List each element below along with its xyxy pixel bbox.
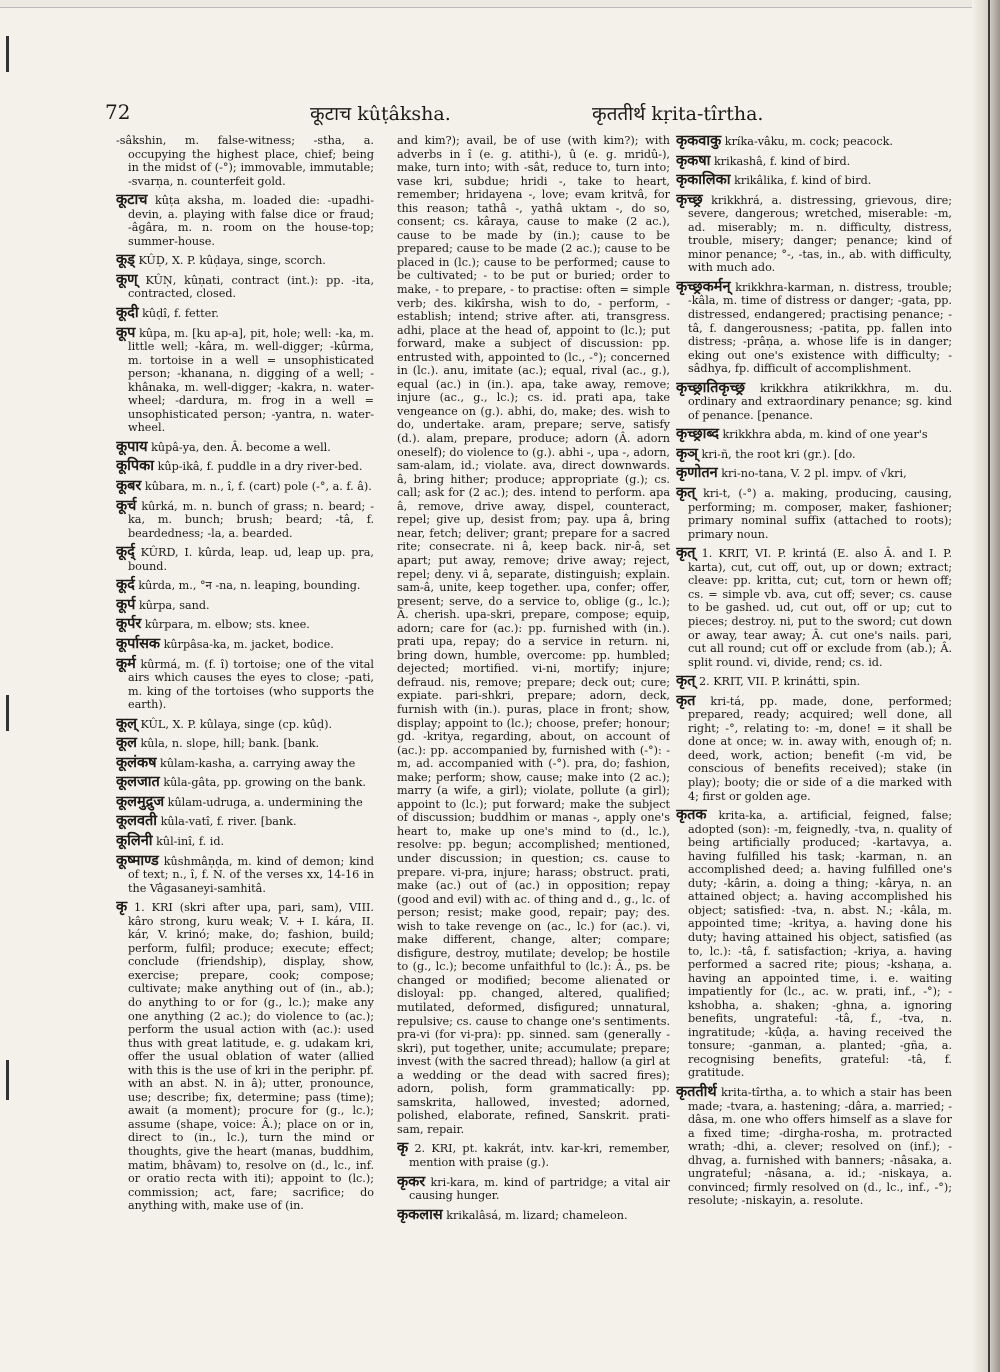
entry-headword: कूर्पासक — [116, 634, 161, 652]
dictionary-entry — [116, 545, 374, 573]
entry-definition: krikâlika, f. kind of bird. — [734, 174, 872, 188]
dictionary-entry — [116, 814, 374, 829]
dictionary-entry — [116, 134, 374, 188]
dictionary-entry — [116, 323, 374, 435]
entry-headword: कृच्छ्राब्द — [676, 425, 719, 443]
dictionary-column-1 — [116, 134, 374, 1349]
entry-definition: kûrpara, m. elbow; sts. knee. — [144, 618, 310, 632]
entry-definition: kûlam-kasha, a. carrying away the — [160, 756, 356, 770]
dictionary-entry — [676, 134, 952, 149]
dictionary-column-2 — [397, 134, 670, 1349]
entry-definition: kûrda, m., °न -na, n. leaping, bounding. — [138, 579, 361, 593]
entry-definition: 2. KRI, pt. kakrát, intv. kar-kri, remember, mention with praise (g.). — [409, 1142, 670, 1170]
entry-headword: कृकषा — [676, 151, 711, 169]
entry-headword: कूष्माण्ड — [116, 851, 159, 869]
dictionary-entry — [676, 674, 952, 689]
entry-definition: kûp-ikâ, f. puddle in a dry river-bed. — [157, 460, 363, 474]
entry-headword: कृ — [397, 1139, 409, 1157]
entry-definition: krikalâsá, m. lizard; chameleon. — [446, 1208, 628, 1222]
entry-headword: कूड् — [116, 251, 135, 269]
dictionary-entry — [116, 714, 374, 732]
dictionary-entry — [116, 479, 374, 494]
dictionary-entry — [116, 634, 374, 652]
entry-definition: krikkhra-karman, n. distress, trouble; -kâla, m. time of distress or danger; -gata, pp. distressed, endangered; practising penance; -tâ, f. dangerousness; -patita, pp. fallen into distress; -prâṇa, a. whose life is in danger; eking out one's existence with difficulty; -sâdhya, fp. difficult of accomplishment. — [688, 280, 952, 376]
dictionary-entry — [676, 151, 952, 169]
entry-definition: kri-t, (-°) a. making, producing, causing, performing; m. composer, maker, fashioner; primary nominal suffix (attached to roots); primary noun. — [688, 487, 952, 541]
entry-headword: कृत् — [676, 484, 696, 502]
dictionary-entry — [116, 736, 374, 751]
entry-definition: kri-no-tana, V. 2 pl. impv. of √kri, — [721, 467, 907, 481]
entry-definition: KÛḌ, X. P. kûḍaya, singe, scorch. — [138, 254, 326, 268]
entry-headword: कृत् — [676, 672, 696, 690]
entry-definition: krikkhra abda, m. kind of one year's — [722, 428, 928, 442]
left-running-headword: कूटाच kûṭâksha. — [310, 103, 451, 125]
entry-definition: kri-ñ, the root kri (gr.). [do. — [701, 447, 856, 461]
entry-headword: कूर्द् — [116, 543, 135, 561]
dictionary-entry — [116, 792, 374, 810]
dictionary-entry — [676, 466, 952, 481]
entry-definition: kûlam-udruga, a. undermining the — [167, 795, 363, 809]
entry-definition: kûla-vatî, f. river. [bank. — [160, 815, 297, 829]
entry-definition: krikashâ, f. kind of bird. — [713, 154, 851, 168]
entry-headword: कृत् — [676, 544, 696, 562]
entry-definition: kûrmá, m. (f. î) tortoise; one of the vital airs which causes the eyes to close; -pati, m. king of the tortoises (who supports the earth). — [128, 657, 374, 712]
entry-definition: krikkhrá, a. distressing, grievous, dire; severe, dangerous; wretched, miserable: -m, ad. miserably; m. n. difficulty, distress, trouble, misery; danger; penance; kind of minor penance; °-, -tas, in., ab. with difficulty, with much ado. — [688, 193, 952, 275]
entry-headword: कूलवती — [116, 812, 158, 830]
dictionary-entry — [116, 437, 374, 455]
entry-definition: kûl-inî, f. id. — [156, 834, 225, 848]
entry-headword: कूलंकष — [116, 753, 157, 771]
dictionary-entry — [397, 1205, 670, 1223]
entry-definition: kûpâ-ya, den. Â. become a well. — [151, 440, 331, 454]
dictionary-entry — [116, 193, 374, 248]
dictionary-entry — [676, 427, 952, 442]
page-binding — [972, 0, 1000, 1372]
entry-definition: KÛRD, I. kûrda, leap. ud, leap up. pra, bound. — [128, 546, 374, 573]
entry-headword: कृञ् — [676, 444, 698, 462]
entry-definition: kûrpa, sand. — [138, 598, 210, 612]
edge-mark — [6, 1060, 9, 1100]
entry-headword: कूर्प — [116, 595, 136, 613]
dictionary-entry — [116, 900, 374, 1213]
top-rule — [0, 0, 1000, 8]
dictionary-entry — [676, 691, 952, 803]
entry-definition: kûla, n. slope, hill; bank. [bank. — [140, 737, 320, 751]
dictionary-entry — [116, 753, 374, 771]
entry-definition: kri-kara, m. kind of partridge; a vital air causing hunger. — [409, 1175, 670, 1203]
entry-headword: कृच्छ्रातिकृच्छ्र — [676, 378, 746, 396]
entry-headword: कूपिका — [116, 457, 155, 475]
entry-headword: कूल — [116, 734, 137, 752]
entry-headword: कृततीर्थ — [676, 1083, 717, 1100]
dictionary-entry — [116, 270, 374, 301]
entry-headword: कृच्छ्रकर्मन् — [676, 277, 731, 295]
entry-headword: कूबर — [116, 477, 142, 495]
entry-headword: कूलजात — [116, 773, 160, 791]
entry-definition: 1. KRI (skri after upa, pari, sam), VIII. kâro strong, kuru weak; V. + I. kára, II. kár, V. krinó; make, do; fashion, build; perform, fulfil; produce; execute; effect; conclude (friendship), display, show, exercise; prepare, cook; compose; cultivate; make anything out of (in., ab.); do anything to or for (g., lc.); make any one anything (2 ac.); do violence to (ac.); perform the usual action with (ac.): used thus with great latitude, e. g. udakam kri, offer the usual oblation of water (allied with this is the use of kri in the periphr. pf. with an abst. N. in â); utter, pronounce, use; describe; fix, determine; pass (time); await (a moment); procure for (g., lc.); assume (shape, voice: Â.); place on or in, direct to (in., lc.), turn the mind or thoughts, give the heart (manas, buddhim, matim, bhâvam) to, resolve on (d., lc., inf. or oratio recta with iti); appoint to (lc.); commission; act, fare; sacrifice; do anything with, make use of (in. — [128, 901, 374, 1213]
entry-definition: and kim?); avail, be of use (with kim?); with adverbs in î (e. g. atithi-), û (e. g. mridû-), make, turn into; with -sât, reduce to, turn into; vase kri, subdue; hridi -, take to heart, remember; hridayena -, love; evam kritvâ, for this reason; tathâ -, yathâ uktam -, do so, consent; cs. kâraya, cause to make (2 ac.), cause to be made by (in.); cause to be prepared; cause to be made (2 ac.); cause to be placed in (lc.); cause to be performed; cause to be cultivated; - to be put or buried; order to make, - to prepare, - to practise: often = simple verb; des. kikîrsha, wish to do, - perform, - establish; intend; strive after. ati, transgress. adhi, place at the head of, appoint to (lc.); put forward, make a subject of discussion: pp. entrusted with, appointed to (lc., -°); concerned in (lc.). anu, imitate (ac.); equal, rival (ac., g.), equal (ac.) in (in.). apa, take away, remove; injure (ac., g., lc.); cs. id. prati apa, take vengeance on (g.). abhi, do, make; des. wish to do, undertake. aram, prepare; serve, satisfy (d.). alam, prepare, produce; adorn (Â. adorn oneself); do violence to (g.). abhi -, upa -, adorn, sam-alam, id.; violate. ava, direct downwards. â, bring hither; produce; appropriate (g.); cs. call; ask for (2 ac.); des. intend to perform. apa â, remove, drive away, dispel, counteract, repel; give up, desist from; pay. upa â, bring near, fetch; deliver; grant; prepare for a sacred rite; consecrate. ni â, keep back. nir-â, set apart; put away, remove; drive away; reject, repel; deny. vi â, separate, distinguish; explain. sam-â, unite, keep together. upa, confer; offer, present; serve, do a service to, oblige (g., lc.); Â. cherish. upa-skri, prepare, compose; equip, adorn; care for (ac.): pp. furnished with (in.). prati upa, repay; do a service in return. ni, bring down, humble, overcome: pp. humbled; dejected; mortified. vi-ni, mortify; injure; defraud. nis, remove; prepare; deck out; cure; expiate. pari-shkri, prepare; adorn, deck, furnish with (in.). puras, place in front; show, display; appoint to (lc.); choose, prefer; honour; gd. -kritya, regarding, about, on account of (ac.): pp. accompanied by, furnished with (-°): -m, ad. accompanied with (-°). pra, do; fashion, make; perform; show, cause; make into (2 ac.); marry (a wife, a girl); violate, pollute (a girl); appoint to (lc.); put forward; make the subject of discussion; buddhim or manas -, apply one's heart to, make up one's mind to (d., lc.), resolve: pp. begun; accomplished; mentioned, under discussion; in question; cs. cause to prepare. vi-pra, injure; harass; obstruct. prati, make (ac.) out of (ac.) in opposition; repay (good and evil) with ac. of thing and d., g., lc. of person; resist; make good, repair; pay; des. wish to take revenge on (ac., lc.) for (ac.). vi, make different, change, alter; compare; disfigure, destroy, mutilate; develop; be hostile to (g., lc.); become unfaithful to (lc.): Â., ps. be changed or modified; become alienated or disloyal: pp. changed, altered, qualified; mutilated, deformed, disfigured; unnatural, repulsive; cs. cause to change one's sentiments. pra-vi (for vi-pra): pp. sinned. sam (generally -skri), put together, unite; accumulate; prepare; invest (with the sacred thread); hallow (a girl at a wedding or the dead with sacred fires); adorn, polish, form grammatically: pp. samskrita, hallowed, invested; adorned, polished, elaborate, refined, Sanskrit. prati-sam, repair. — [397, 134, 670, 1136]
dictionary-column-3 — [676, 134, 952, 1349]
dictionary-entry — [116, 654, 374, 712]
entry-definition: kûḍî, f. fetter. — [142, 307, 219, 321]
dictionary-entry — [116, 595, 374, 613]
entry-definition: kríka-vâku, m. cock; peacock. — [724, 135, 893, 148]
page-header — [105, 100, 975, 130]
dictionary-entry — [676, 486, 952, 541]
dictionary-entry — [116, 775, 374, 790]
entry-definition: kûla-gâta, pp. growing on the bank. — [163, 776, 366, 790]
dictionary-entry — [397, 1141, 670, 1169]
entry-headword: कूल् — [116, 714, 137, 732]
dictionary-entry — [116, 253, 374, 268]
entry-definition: krita-ka, a. artificial, feigned, false; adopted (son): -m, feignedly, -tva, n. quality of being artificially produced; -kartavya, a. having fulfilled his task; -karman, n. an accomplished deed; a. having fulfilled one's duty; -kârin, a. doing a thing; -kârya, n. an attained object; a. having accomplished his object; satisfied: -tva, n. abst. N.; -kâla, m. appointed time; -kritya, a. having done his duty; having attained his object, satisfied (as to, lc.): -tâ, f. satisfaction; -kriya, a. having performed a sacred rite; pious; -kshaṇa, a. having an appointed time, i. e. waiting impatiently for (lc., ac. w. prati, inf., -°); -kshobha, a. shaken; -ghna, a. ignoring benefits, ungrateful: -tâ, f., -tva, n. ingratitude; -kûḍa, a. having received the tonsure; -ganman, a. planted; -gña, a. recognising benefits, grateful: -tâ, f. gratitude. — [688, 809, 952, 1080]
dictionary-entry — [676, 173, 952, 188]
dictionary-entry — [397, 134, 670, 1136]
edge-mark — [6, 695, 9, 731]
entry-definition: kûshmâṇḍa, m. kind of demon; kind of text; n., î, f. N. of the verses xx, 14-16 in the Vâgasaneyi-samhitâ. — [128, 854, 374, 895]
entry-headword: कृच्छ्र — [676, 190, 703, 208]
entry-headword: कूलिनी — [116, 831, 153, 849]
entry-definition: KÛṆ, kûṇati, contract (int.): pp. -ita, contracted, closed. — [128, 273, 374, 301]
entry-definition: kûrká, m. n. bunch of grass; n. beard; -ka, m. bunch; brush; beard; -tâ, f. beardedness; -la, a. bearded. — [128, 499, 374, 540]
entry-headword: कृकर — [397, 1172, 426, 1190]
entry-headword: कूपाय — [116, 437, 148, 455]
entry-definition: kûbara, m. n., î, f. (cart) pole (-°, a. f. â). — [144, 480, 372, 494]
entry-definition: KÛL, X. P. kûlaya, singe (cp. kûḍ). — [140, 717, 333, 731]
entry-definition: krita-tîrtha, a. to which a stair has been made; -tvara, a. hastening; -dâra, a. married; -dâsa, m. one who offers himself as a slave for a fixed time; -dirgha-rosha, m. protracted wrath; -dhi, a. clever; resolved on (inf.); -dhvag, a. furnished with banners; -nâsaka, a. ungrateful; -nâsana, a. id.; -niskaya, a. convinced; firmly resolved on (d., lc., inf., -°); resolute; -niskayin, a. resolute. — [688, 1086, 952, 1208]
dictionary-entry — [676, 808, 952, 1080]
entry-definition: krikkhra atikrikkhra, m. du. ordinary and extraordinary penance; sg. kind of penance. [penance. — [688, 381, 952, 422]
entry-headword: कृकालिका — [676, 171, 731, 189]
entry-headword: कूर्द — [116, 576, 135, 594]
entry-definition: kûṭa aksha, m. loaded die: -upadhi-devin, a. playing with false dice or fraud; -âgâra, m. n. room on the house-top; summer-house. — [128, 194, 374, 248]
entry-definition: -sâkshin, m. false-witness; -stha, a. occupying the highest place, chief; being in the midst of (-°); immovable, immutable; -svarṇa, n. counterfeit gold. — [116, 134, 374, 188]
dictionary-entry — [676, 546, 952, 669]
dictionary-entry — [116, 306, 374, 321]
dictionary-entry — [676, 190, 952, 275]
dictionary-entry — [397, 1172, 670, 1203]
edge-mark — [6, 36, 9, 72]
dictionary-entry — [676, 1085, 952, 1208]
dictionary-entry — [676, 378, 952, 423]
entry-headword: कृ — [116, 898, 128, 916]
dictionary-entry — [676, 444, 952, 462]
entry-headword: कूर्पर — [116, 615, 142, 633]
entry-headword: कृणोतन — [676, 464, 718, 482]
entry-headword: कूर्च — [116, 496, 137, 514]
entry-headword: कूप — [116, 323, 136, 341]
entry-headword: कृकवाकु — [676, 134, 722, 149]
entry-headword: कृकलास — [397, 1205, 443, 1223]
dictionary-entry — [676, 277, 952, 376]
entry-definition: 1. KRIT, VI. P. krintá (E. also Â. and I. P. karta), cut, cut off, out, up or down; extract; cleave: pp. kritta, cut; cut, torn or hewn off; cs. = simple vb. ava, cut off; sever; cs. cause to be gashed. ud, cut out, off or up; cut to pieces; destroy. ni, put to the sword; cut down or away, tear away; Â. cut one's nails. pari, cut all round; cut off or exclude from (ab.); Â. split round. vi, divide, rend; cs. id. — [688, 547, 952, 669]
entry-headword: कूटाच — [116, 191, 148, 209]
dictionary-entry — [116, 617, 374, 632]
right-running-headword: कृततीर्थ kṛita-tîrtha. — [592, 103, 764, 125]
entry-definition: kri-tá, pp. made, done, performed; prepared, ready; acquired; well done, all right; -°, relating to: -m, done! = it shall be done at once; w. in. away with, enough of; n. deed, work, action; benefit (-m vid, be conscious of benefits received); stake (in play); booty; die or side of a die marked with 4; first or golden age. — [688, 694, 952, 803]
entry-definition: 2. KRIT, VII. P. krinátti, spin. — [698, 675, 861, 689]
dictionary-entry — [116, 851, 374, 896]
dictionary-entry — [116, 459, 374, 474]
entry-definition: kûpa, m. [ku ap-a], pit, hole; well: -ka, m. little well; -kâra, m. well-digger; -kûrma, m. tortoise in a well = unsophisticated person; -khanana, n. digging of a well; -khânaka, m. well-digger; -kakra, n. water-wheel; -dardura, m. frog in a well = unsophisticated person; -yantra, n. water-wheel. — [128, 326, 374, 435]
dictionary-entry — [116, 578, 374, 593]
dictionary-entry — [116, 831, 374, 849]
entry-headword: कूदी — [116, 304, 139, 322]
entry-headword: कृत — [676, 691, 696, 709]
binding-line — [988, 0, 990, 1372]
dictionary-entry — [116, 496, 374, 541]
entry-definition: kûrpâsa-ka, m. jacket, bodice. — [163, 637, 334, 651]
entry-headword: कृतक — [676, 806, 707, 824]
entry-headword: कूलमुद्रुज — [116, 792, 165, 810]
entry-headword: कूण् — [116, 270, 138, 288]
entry-headword: कूर्म — [116, 654, 136, 672]
page-number: 72 — [105, 100, 131, 124]
